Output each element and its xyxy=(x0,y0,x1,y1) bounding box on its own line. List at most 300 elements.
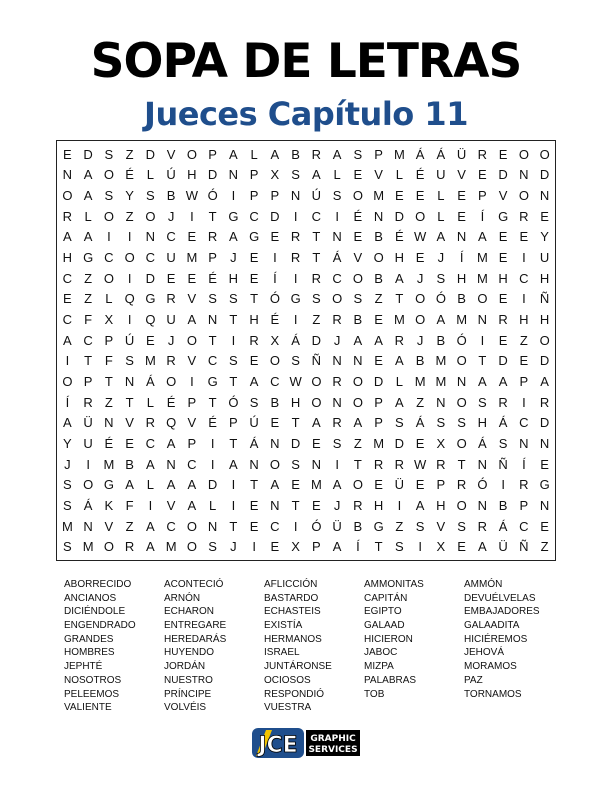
word-list-item: DEVUÉLVELAS xyxy=(464,592,536,604)
grid-letter: A xyxy=(187,477,197,493)
grid-letter: N xyxy=(456,374,467,390)
grid-letter: I xyxy=(86,456,90,472)
grid-letter: P xyxy=(519,497,529,513)
grid-letter: S xyxy=(291,353,300,369)
grid-letter: I xyxy=(231,332,236,348)
grid-letter: T xyxy=(84,353,93,369)
word-list-item: RESPONDIÓ xyxy=(264,688,325,700)
word-list-item: HICIERON xyxy=(364,633,413,645)
grid-letter: E xyxy=(540,456,549,472)
grid-letter: S xyxy=(291,456,300,472)
grid-letter: Á xyxy=(146,374,155,390)
grid-letter: N xyxy=(539,188,550,204)
word-list-item: AMMONITAS xyxy=(364,579,424,590)
grid-letter: H xyxy=(539,270,550,286)
grid-letter: H xyxy=(456,270,467,286)
grid-letter: A xyxy=(353,332,363,348)
grid-letter: Q xyxy=(124,291,135,307)
grid-letter: S xyxy=(229,291,238,307)
grid-letter: M xyxy=(165,539,177,555)
grid-letter: G xyxy=(249,229,260,245)
grid-letter: E xyxy=(519,229,529,245)
grid-letter: I xyxy=(335,456,339,472)
jce-graphic-services-logo xyxy=(252,726,362,760)
grid-letter: B xyxy=(498,497,508,513)
grid-letter: N xyxy=(249,456,259,472)
page-title: SOPA DE LETRAS xyxy=(90,34,522,89)
grid-letter: S xyxy=(104,146,114,162)
grid-letter: R xyxy=(436,456,446,472)
grid-letter: O xyxy=(269,456,280,472)
grid-letter: J xyxy=(167,332,175,348)
grid-letter: S xyxy=(332,188,342,204)
grid-letter: O xyxy=(145,208,156,224)
grid-letter: T xyxy=(125,394,134,410)
grid-letter: Z xyxy=(540,539,549,555)
grid-letter: A xyxy=(395,394,404,410)
grid-letter: P xyxy=(374,146,383,162)
grid-letter: S xyxy=(353,146,363,162)
grid-letter: H xyxy=(249,312,259,328)
grid-letter: B xyxy=(457,291,466,307)
word-list-item: ANCIANOS xyxy=(64,592,117,604)
grid-letter: E xyxy=(498,229,508,245)
grid-letter: N xyxy=(104,415,114,431)
word-list-item: EGIPTO xyxy=(364,606,402,618)
grid-letter: Á xyxy=(498,415,508,431)
grid-letter: I xyxy=(418,539,422,555)
grid-letter: S xyxy=(498,436,508,452)
grid-letter: O xyxy=(456,394,467,410)
grid-letter: U xyxy=(166,250,176,266)
grid-letter: E xyxy=(498,332,508,348)
grid-letter: A xyxy=(478,229,487,245)
grid-letter: E xyxy=(457,188,466,204)
grid-letter: O xyxy=(186,332,197,348)
grid-letter: Á xyxy=(498,518,508,534)
grid-letter: C xyxy=(249,208,259,224)
grid-letter: É xyxy=(415,167,425,183)
grid-letter: Ú xyxy=(124,332,135,348)
grid-letter: A xyxy=(540,374,549,390)
grid-letter: M xyxy=(373,188,385,204)
grid-letter: E xyxy=(478,167,487,183)
word-list-item: HUYENDO xyxy=(164,647,215,659)
grid-letter: M xyxy=(414,374,426,390)
word-list-item: BASTARDO xyxy=(264,592,319,604)
grid-letter: Y xyxy=(63,436,72,452)
word-list xyxy=(64,578,564,715)
grid-letter: A xyxy=(83,188,93,204)
grid-letter: R xyxy=(62,208,73,224)
grid-letter: I xyxy=(293,208,298,224)
grid-letter: E xyxy=(353,167,363,183)
grid-letter: O xyxy=(518,188,529,204)
grid-letter: H xyxy=(373,497,384,513)
word-column xyxy=(264,578,364,715)
grid-letter: S xyxy=(208,539,217,555)
grid-letter: L xyxy=(84,208,92,224)
word-list-item: HERMANOS xyxy=(264,633,322,645)
word-list-item: VUESTRA xyxy=(264,702,312,714)
grid-row xyxy=(57,227,555,248)
grid-letter: O xyxy=(332,291,343,307)
grid-letter: E xyxy=(540,208,549,224)
grid-letter: F xyxy=(125,497,134,513)
grid-letter: N xyxy=(539,497,550,513)
grid-letter: E xyxy=(249,250,259,266)
grid-letter: E xyxy=(249,518,259,534)
grid-letter: D xyxy=(145,270,156,286)
grid-letter: L xyxy=(105,291,113,307)
grid-letter: A xyxy=(125,477,134,493)
grid-letter: S xyxy=(63,539,72,555)
grid-letter: Á xyxy=(415,415,425,431)
grid-letter: N xyxy=(332,229,342,245)
grid-letter: E xyxy=(374,477,383,493)
word-list-item: HICIÉREMOS xyxy=(464,633,528,645)
grid-letter: N xyxy=(332,394,342,410)
grid-letter: D xyxy=(394,436,405,452)
grid-letter: É xyxy=(353,208,363,224)
grid-letter: J xyxy=(64,456,71,472)
word-list-item: TORNAMOS xyxy=(464,688,522,700)
grid-letter: V xyxy=(498,188,508,204)
word-list-item: MIZPA xyxy=(364,661,394,673)
grid-letter: A xyxy=(395,270,404,286)
word-list-item: JORDÁN xyxy=(164,661,206,673)
grid-letter: N xyxy=(207,312,218,328)
grid-row xyxy=(57,185,555,206)
grid-letter: C xyxy=(519,270,529,286)
grid-row xyxy=(57,351,555,372)
grid-letter: F xyxy=(104,353,113,369)
grid-letter: I xyxy=(127,229,132,245)
grid-row xyxy=(57,516,555,537)
grid-letter: P xyxy=(187,394,197,410)
grid-letter: P xyxy=(374,394,383,410)
word-list-item: HOMBRES xyxy=(64,647,115,659)
grid-letter: L xyxy=(437,188,445,204)
grid-letter: U xyxy=(166,312,176,328)
word-list-item: EXISTÍA xyxy=(264,620,303,632)
grid-letter: E xyxy=(498,250,508,266)
grid-letter: S xyxy=(312,291,321,307)
grid-letter: R xyxy=(373,456,384,472)
grid-letter: R xyxy=(477,146,488,162)
grid-letter: H xyxy=(477,415,488,431)
grid-letter: M xyxy=(310,477,322,493)
grid-row xyxy=(57,495,555,516)
grid-letter: Y xyxy=(125,188,134,204)
grid-letter: O xyxy=(352,188,363,204)
word-list-item: VOLVÉIS xyxy=(164,702,207,714)
grid-letter: Ü xyxy=(394,477,405,493)
grid-letter: Í xyxy=(65,394,70,410)
grid-letter: N xyxy=(145,229,156,245)
grid-letter: Y xyxy=(540,229,549,245)
grid-letter: A xyxy=(63,229,72,245)
grid-letter: H xyxy=(436,497,446,513)
word-list-item: TOB xyxy=(364,688,385,700)
grid-letter: Z xyxy=(125,518,134,534)
grid-letter: E xyxy=(63,291,72,307)
grid-letter: A xyxy=(478,539,487,555)
grid-letter: W xyxy=(289,374,302,390)
grid-letter: Ó xyxy=(311,518,322,534)
grid-letter: I xyxy=(127,270,132,286)
word-list-item: ARNÓN xyxy=(164,592,201,604)
grid-letter: É xyxy=(125,167,134,183)
grid-letter: C xyxy=(207,353,218,369)
grid-letter: Ú xyxy=(249,415,259,431)
grid-letter: D xyxy=(270,208,280,224)
grid-letter: Z xyxy=(125,208,134,224)
grid-letter: N xyxy=(477,497,488,513)
grid-letter: A xyxy=(436,312,446,328)
grid-letter: I xyxy=(210,456,215,472)
grid-letter: A xyxy=(187,312,197,328)
grid-letter: B xyxy=(415,353,425,369)
grid-letter: R xyxy=(332,415,342,431)
grid-letter: Z xyxy=(416,394,425,410)
grid-letter: X xyxy=(291,539,300,555)
grid-letter: D xyxy=(539,167,550,183)
grid-letter: T xyxy=(395,291,404,307)
grid-letter: I xyxy=(293,312,298,328)
grid-letter: D xyxy=(207,167,218,183)
grid-letter: J xyxy=(333,497,341,513)
grid-letter: N xyxy=(270,497,280,513)
grid-letter: V xyxy=(436,518,446,534)
grid-letter: I xyxy=(148,497,153,513)
grid-letter: H xyxy=(394,250,405,266)
grid-letter: O xyxy=(539,146,550,162)
grid-letter: V xyxy=(374,167,383,183)
grid-letter: É xyxy=(395,229,404,245)
word-list-item: CAPITÁN xyxy=(364,592,408,604)
grid-letter: E xyxy=(540,518,549,534)
grid-letter: U xyxy=(83,436,93,452)
grid-letter: A xyxy=(312,415,321,431)
grid-letter: P xyxy=(312,539,321,555)
grid-letter: N xyxy=(436,394,446,410)
grid-letter: E xyxy=(270,415,280,431)
grid-letter: P xyxy=(478,188,487,204)
grid-letter: V xyxy=(166,497,176,513)
grid-letter: E xyxy=(519,353,529,369)
grid-letter: B xyxy=(353,312,363,328)
grid-letter: P xyxy=(519,374,529,390)
grid-letter: G xyxy=(539,477,550,493)
grid-letter: R xyxy=(124,539,135,555)
grid-letter: D xyxy=(539,415,550,431)
word-list-item: JEHOVÁ xyxy=(464,647,505,659)
grid-letter: O xyxy=(311,394,322,410)
grid-letter: L xyxy=(250,146,258,162)
grid-letter: O xyxy=(62,374,73,390)
grid-letter: L xyxy=(146,167,154,183)
grid-letter: P xyxy=(436,477,446,493)
grid-letter: I xyxy=(335,208,339,224)
grid-letter: C xyxy=(187,456,197,472)
grid-letter: T xyxy=(374,539,383,555)
grid-letter: Á xyxy=(415,146,425,162)
grid-letter: A xyxy=(63,415,72,431)
grid-letter: N xyxy=(539,436,550,452)
grid-letter: M xyxy=(456,312,468,328)
grid-letter: R xyxy=(477,518,488,534)
grid-letter: P xyxy=(270,188,280,204)
grid-letter: T xyxy=(312,229,321,245)
grid-letter: R xyxy=(83,394,93,410)
grid-letter: R xyxy=(498,312,508,328)
grid-letter: R xyxy=(166,353,176,369)
grid-letter: H xyxy=(228,270,239,286)
grid-letter: P xyxy=(83,374,93,390)
grid-letter: T xyxy=(478,353,487,369)
logo-line-2: SERVICES xyxy=(308,745,358,755)
word-list-item: JABOC xyxy=(364,647,398,659)
grid-letter: O xyxy=(124,250,135,266)
grid-row xyxy=(57,392,555,413)
grid-letter: S xyxy=(436,415,446,431)
grid-letter: S xyxy=(457,415,466,431)
grid-letter: Í xyxy=(480,208,485,224)
grid-letter: C xyxy=(83,332,93,348)
grid-letter: T xyxy=(229,374,238,390)
grid-letter: E xyxy=(270,539,280,555)
grid-letter: R xyxy=(166,291,176,307)
grid-letter: R xyxy=(207,229,218,245)
grid-letter: E xyxy=(63,146,72,162)
grid-letter: T xyxy=(208,208,217,224)
grid-letter: Z xyxy=(519,332,528,348)
grid-letter: N xyxy=(519,167,529,183)
grid-letter: Ú xyxy=(166,167,176,183)
grid-letter: X xyxy=(270,167,280,183)
word-list-item: AFLICCIÓN xyxy=(264,579,318,590)
grid-letter: U xyxy=(436,167,446,183)
grid-letter: A xyxy=(249,374,259,390)
grid-letter: T xyxy=(312,250,321,266)
grid-letter: J xyxy=(416,332,424,348)
grid-letter: E xyxy=(270,229,280,245)
word-list-item: GALAADITA xyxy=(464,620,520,632)
grid-letter: G xyxy=(103,477,114,493)
grid-letter: I xyxy=(522,394,526,410)
word-list-item: ENTREGARE xyxy=(164,620,227,632)
grid-letter: E xyxy=(374,312,383,328)
grid-letter: O xyxy=(311,374,322,390)
grid-letter: L xyxy=(209,497,217,513)
grid-letter: U xyxy=(539,250,550,266)
grid-letter: M xyxy=(186,250,198,266)
grid-letter: I xyxy=(231,477,236,493)
grid-letter: O xyxy=(352,374,363,390)
grid-letter: Á xyxy=(436,146,446,162)
grid-letter: B xyxy=(374,229,383,245)
grid-letter: A xyxy=(270,477,280,493)
grid-letter: M xyxy=(476,270,488,286)
grid-letter: Z xyxy=(374,291,383,307)
grid-letter: A xyxy=(166,436,176,452)
grid-letter: S xyxy=(395,415,404,431)
grid-row xyxy=(57,268,555,289)
grid-letter: O xyxy=(186,518,197,534)
grid-letter: R xyxy=(311,270,322,286)
grid-letter: Z xyxy=(312,312,321,328)
grid-letter: J xyxy=(230,539,237,555)
grid-letter: Z xyxy=(353,436,362,452)
grid-letter: E xyxy=(166,270,176,286)
grid-letter: Ó xyxy=(269,291,280,307)
grid-letter: D xyxy=(498,167,508,183)
grid-row xyxy=(57,165,555,186)
grid-letter: O xyxy=(186,539,197,555)
grid-letter: M xyxy=(435,353,447,369)
grid-letter: A xyxy=(312,167,321,183)
grid-letter: B xyxy=(166,188,176,204)
grid-letter: I xyxy=(190,374,194,390)
grid-letter: Ó xyxy=(435,291,446,307)
grid-letter: I xyxy=(501,477,505,493)
grid-letter: I xyxy=(293,270,298,286)
grid-letter: Ü xyxy=(498,539,508,555)
grid-letter: X xyxy=(436,539,446,555)
grid-letter: T xyxy=(104,374,113,390)
grid-letter: T xyxy=(250,291,259,307)
grid-letter: H xyxy=(187,167,197,183)
word-list-item: PELEEMOS xyxy=(64,688,120,700)
grid-letter: L xyxy=(395,374,403,390)
grid-letter: L xyxy=(333,167,341,183)
grid-letter: S xyxy=(457,518,466,534)
logo-mark-text: JCE xyxy=(258,733,298,758)
grid-letter: N xyxy=(83,518,93,534)
grid-letter: T xyxy=(353,456,362,472)
grid-letter: T xyxy=(229,436,238,452)
grid-letter: O xyxy=(166,374,177,390)
grid-letter: S xyxy=(104,188,114,204)
grid-letter: A xyxy=(187,497,197,513)
grid-letter: D xyxy=(373,374,384,390)
grid-letter: D xyxy=(498,353,508,369)
grid-letter: O xyxy=(477,291,488,307)
grid-letter: R xyxy=(498,394,508,410)
grid-row xyxy=(57,144,555,165)
grid-letter: Í xyxy=(459,250,464,266)
grid-letter: B xyxy=(291,146,300,162)
grid-letter: O xyxy=(352,270,363,286)
grid-letter: I xyxy=(107,229,111,245)
grid-letter: A xyxy=(332,146,342,162)
grid-letter: É xyxy=(166,394,176,410)
grid-letter: A xyxy=(229,146,238,162)
word-list-item: GRANDES xyxy=(64,633,114,645)
grid-letter: R xyxy=(539,394,550,410)
grid-letter: R xyxy=(145,415,156,431)
grid-letter: J xyxy=(416,270,424,286)
grid-letter: P xyxy=(187,436,197,452)
grid-letter: P xyxy=(249,167,259,183)
grid-letter: T xyxy=(208,332,217,348)
grid-letter: P xyxy=(249,188,259,204)
grid-letter: L xyxy=(395,167,403,183)
grid-letter: M xyxy=(476,250,488,266)
grid-letter: T xyxy=(457,456,466,472)
grid-letter: C xyxy=(62,312,73,328)
